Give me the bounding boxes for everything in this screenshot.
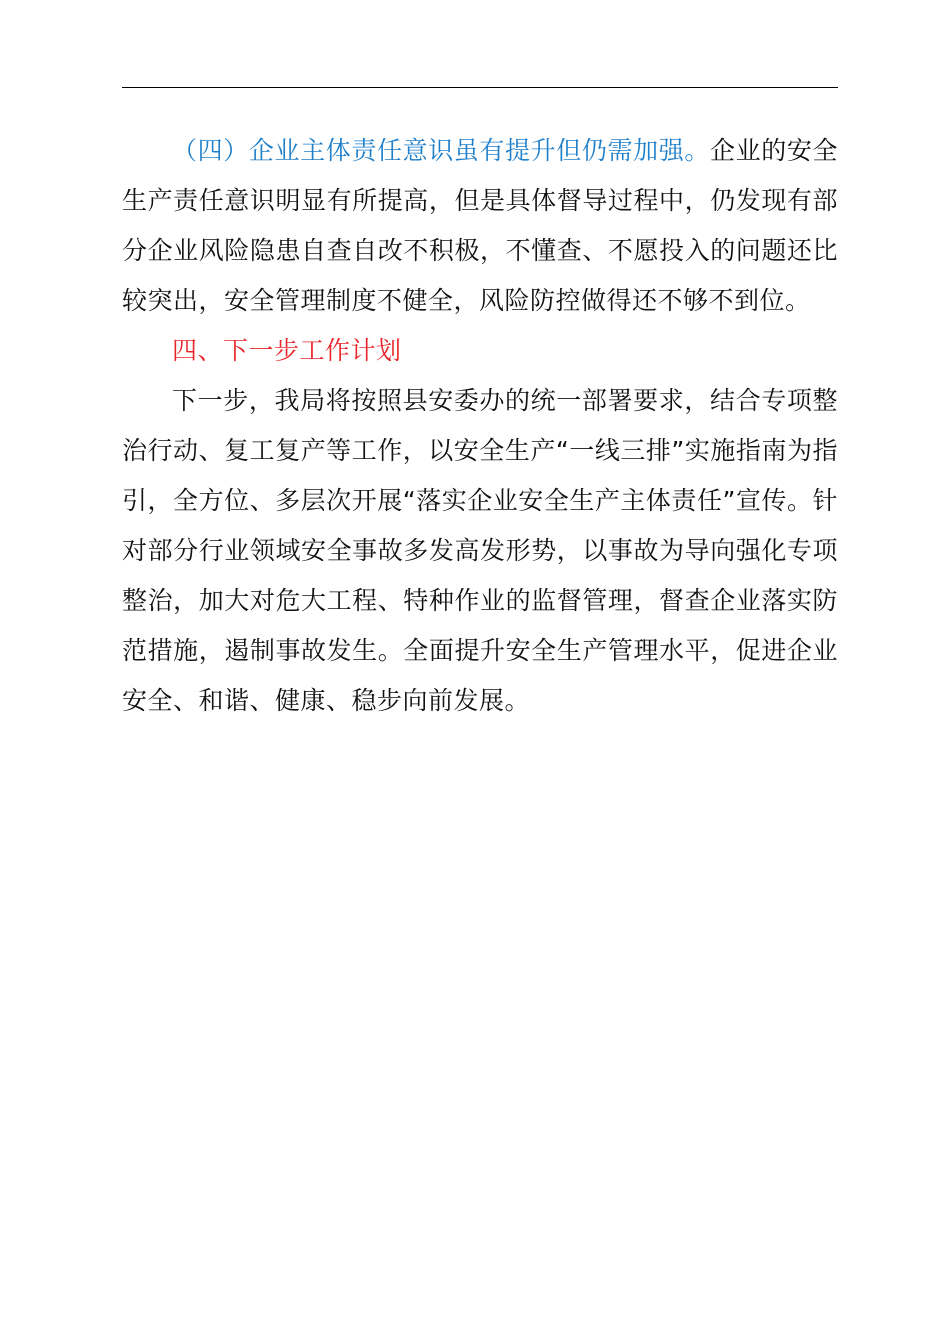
section-heading-next-steps: 四、下一步工作计划 bbox=[172, 336, 402, 365]
paragraph-enterprise-responsibility bbox=[122, 126, 838, 326]
paragraph-next-steps: 下一步，我局将按照县安委办的统一部署要求，结合专项整治行动、复工复产等工作，以安全生产“一线三排”实施指南为指引，全方位、多层次开展“落实企业安全生产主体责任”宣传。针对部分行业领域安全事故多发高发形势，以事故为导向强化专项整治，加大对危大工程、特种作业的监督管理，督查企业落实防范措施，遏制事故发生。全面提升安全生产管理水平，促进企业安全、和谐、健康、稳步向前发展。 bbox=[122, 386, 838, 715]
document-body bbox=[122, 126, 838, 726]
header-rule bbox=[122, 87, 838, 88]
paragraph-1-text: 企业的安全生产责任意识明显有所提高，但是具体督导过程中，仍发现有部分企业风险隐患自查自改不积极，不懂查、不愿投入的问题还比较突出，安全管理制度不健全，风险防控做得还不够不到位。 bbox=[122, 136, 838, 315]
subheading-enterprise-responsibility: （四）企业主体责任意识虽有提升但仍需加强。 bbox=[172, 136, 710, 165]
